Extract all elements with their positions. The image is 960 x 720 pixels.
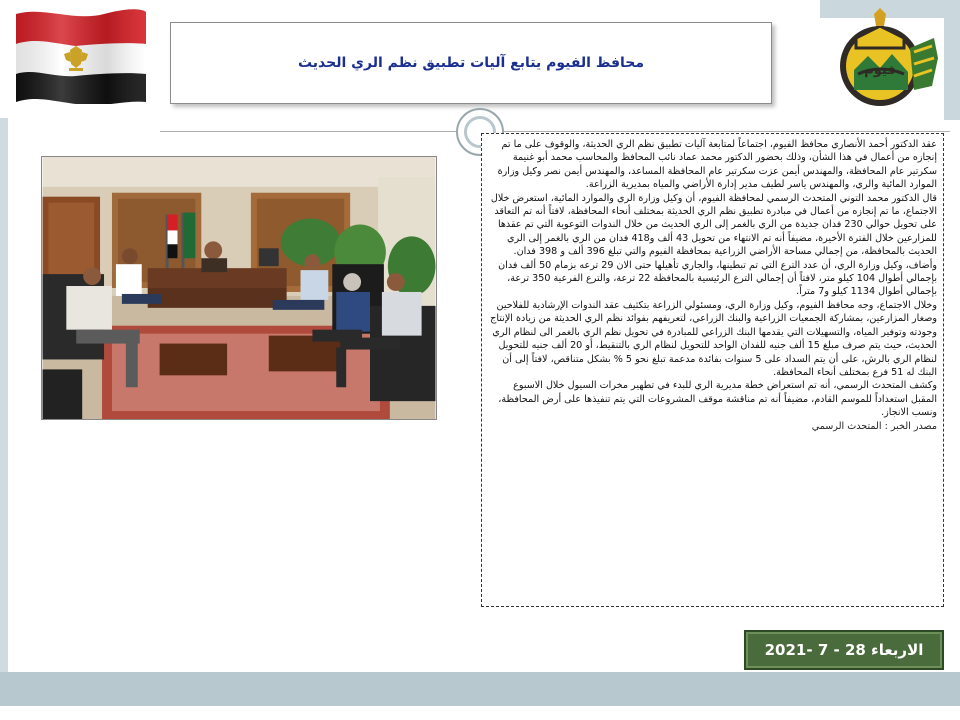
article-paragraph-1: عقد الدكتور أحمد الأنصاري محافظ الفيوم، اجتماعاً لمتابعة آليات تطبيق نظم الري الحديثة، والوقوف على ما تم إنجازه من أعمال في هذا الشأن، وذلك بحضور الدكتور محمد عماد نائب المحافظ والمحاسب محمد أبو غنيمة سكرتير عام المحافظة، والمهندس أيمن عزت سكرتير عام المحافظة المساعد، والمهندس أيمن نصر وكيل وزارة الموارد المائية والري، والمهندس ياسر لطيف مدير إدارة الأراضي والمياه بمديرية الزراعة. <box>497 139 937 191</box>
article-source: مصدر الخبر : المتحدث الرسمي <box>811 420 937 432</box>
date-label: الاربعاء 28 - 7 -2021 <box>764 641 924 659</box>
egypt-flag-icon <box>14 8 148 104</box>
article-paragraph-3: وأضاف، وكيل وزارة الري، أن عدد الترع التي تم تبطينها، والجاري تأهيلها حتى الان 29 ترعه بزمام 50 ألف فدان بإجمالي أطوال 104 كيلو متر، لافتاً أن إجمالي الترع الرئيسية بالمحافظة 22 ترعة، والترع الفرعية 350 ترعة، بإجمالي أطوال 1134 كيلو و7 متراً. <box>498 259 937 298</box>
right-decor-strip <box>944 0 960 120</box>
article-body <box>481 133 944 607</box>
page-title: محافظ الفيوم يتابع آليات تطبيق نظم الري الحديث <box>297 55 645 71</box>
svg-text:فيوم: فيوم <box>864 63 896 78</box>
article-paragraph-5: وكشف المتحدث الرسمي، أنه تم استعراض خطة مديرية الري للبدء في تطهير مخرات السيول خلال الاسبوع المقبل استعداداً للموسم القادم، مضيفاً أنه تم مناقشة موقف المشروعات التي يتم تنفيذها على أرض المحافظة، ونسب الانجاز. <box>498 380 937 419</box>
date-box <box>744 630 944 670</box>
title-box <box>170 22 772 104</box>
fayoum-governorate-logo-icon <box>828 8 940 116</box>
divider-line <box>160 131 950 132</box>
bottom-band <box>0 672 960 706</box>
article-paragraph-2: قال الدكتور محمد التوني المتحدث الرسمي لمحافظة الفيوم، أن وكيل وزارة الري والموارد المائية، استعرض خلال الاجتماع، ما تم إنجازه من أعمال في مبادرة تطبيق نظم الري الحديثة بمختلف أنحاء المحافظة، لافتاً أنه تم التعاقد على تحويل حوالي 230 فدان جديدة من الري بالغمر إلى الري الحديث من خلال الندوات التوعوية التي تم عقدها للمزارعين خلال الفترة الأخيرة، مضيفاً أنه تم الانتهاء من تحويل 43 ألف و418 فدان من الري بالغمر إلى الري الحديث بالمحافظة، من إجمالي مساحة الأراضي الزراعية بمحافظة الفيوم والتي تبلغ 396 ألف و 398 فدان. <box>490 192 937 258</box>
meeting-photo <box>41 156 437 420</box>
bottom-line <box>0 706 960 720</box>
article-paragraph-4: وخلال الاجتماع، وجه محافظ الفيوم، وكيل وزارة الري، ومسئولي الزراعة بتكثيف عقد الندوات الإرشادية للفلاحين وصغار المزارعين، بمشاركة الجمعيات الزراعية والبنك الزراعي، لتعريفهم بفوائد نظم الري الحديثة من زيادة الإنتاج وجودته وتوفير المياه، والتسهيلات التي يقدمها البنك الزراعي للمبادرة في تحويل نظم الري بالغمر الى لنظام الري الحديث، حيث يتم صرف مبلغ 15 ألف جنيه للفدان الواحد للتحويل لنظام الري بالتنقيط، أو 20 ألف جنيه للتحويل لنظام الري بالرش، على أن يتم السداد على 5 سنوات بفائدة مدعمة تبلغ نحو 5 % بشكل متناقص، لافتاً إلى أن البنك له 51 فرع بمختلف أنحاء المحافظة. <box>490 299 937 378</box>
left-decor-bar <box>0 118 8 673</box>
